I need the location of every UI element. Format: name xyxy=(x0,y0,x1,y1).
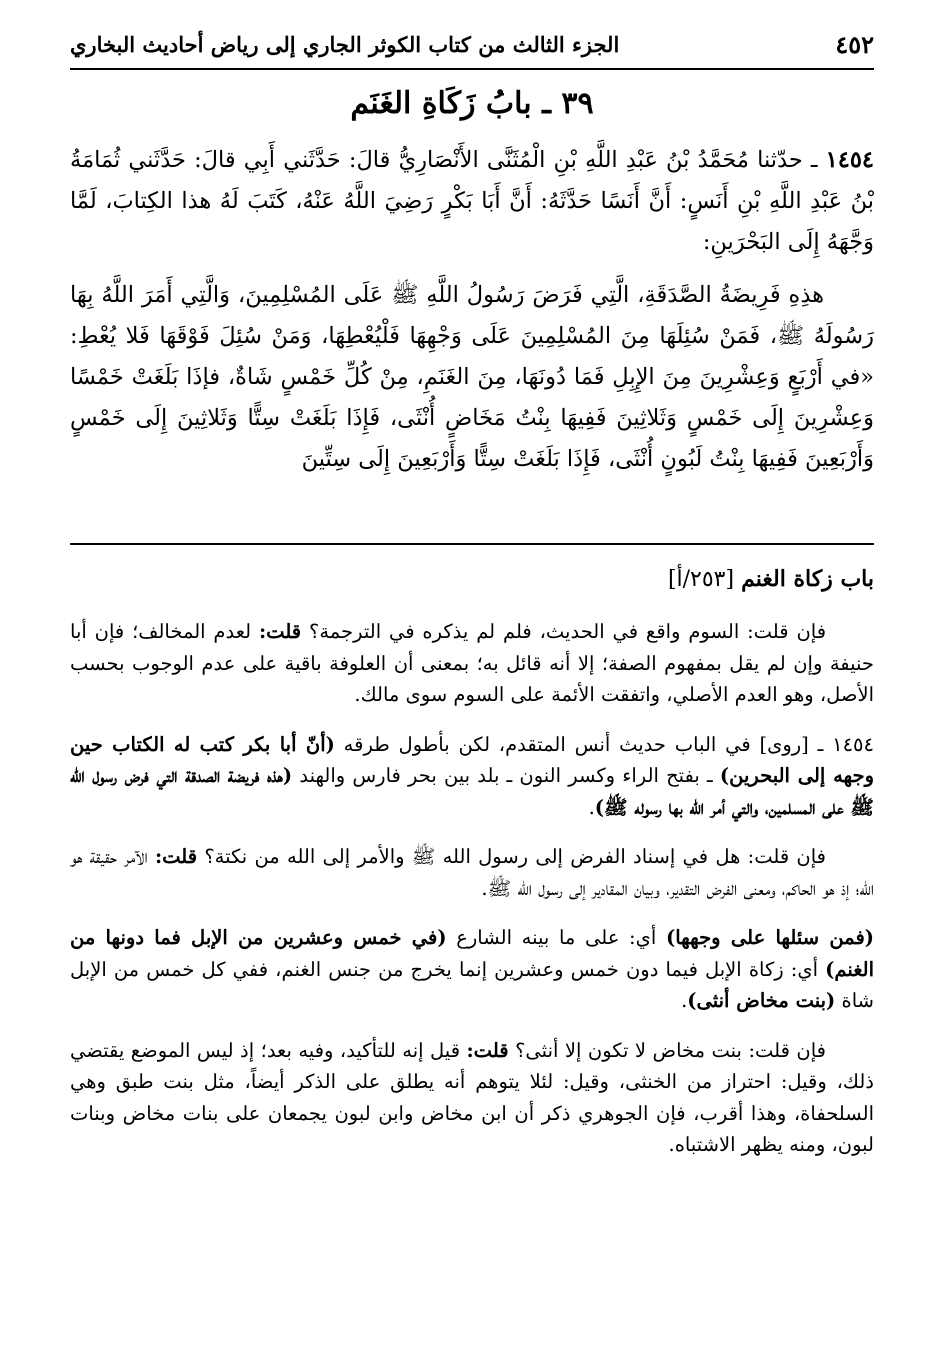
punctuation: . xyxy=(588,795,595,819)
hadith-matn: هذِهِ فَرِيضَةُ الصَّدَقَةِ، الَّتِي فَرَضَ رَسُولُ اللَّهِ ﷺ عَلَى المُسْلِمِينَ، وَالَّتِي أَمَرَ اللَّهُ بِهَا رَسُولَهُ ﷺ، فَمَنْ سُئِلَهَا مِنَ المُسْلِمِينَ عَلَى وَجْهِهَا فَلْيُعْطِهَا، وَمَنْ سُئِلَ فَوْقَهَا فَلا يُعْطِ: «في أَرْبَعٍ وَعِشْرِينَ مِنَ الإِبِلِ فَمَا دُونَهَا، مِنَ الغَنَمِ، مِنْ كُلِّ خَمْسٍ شَاةٌ، فإذَا بَلَغَتْ خَمْسًا وَعِشْرِينَ إِلَى خَمْسٍ وَثَلاثِينَ فَفِيهَا بِنْتُ مَخَاضٍ أُنْثَى، فَإِذَا بَلَغَتْ سِتًّا وَثَلاثِينَ إِلَى خَمْسٍ وَأَرْبَعِينَ فَفِيهَا بِنْتُ لَبُونٍ أُنْثَى، فَإِذَا بَلَغَتْ سِتًّا وَأَرْبَعِينَ إِلَى سِتِّينَ xyxy=(70,282,874,472)
commentary-title-text: باب زكاة الغنم xyxy=(741,566,874,592)
answer-label: قلت: xyxy=(154,845,198,868)
commentary-paragraph-2 xyxy=(70,729,874,824)
question-text: فإن قلت: بنت مخاض لا تكون إلا أنثى؟ xyxy=(515,1038,826,1062)
isnad-text: ـ حدّثنا مُحَمَّدُ بْنُ عَبْدِ اللَّهِ بْنِ الْمُثَنَّى الأَنْصَارِيُّ قالَ: حَدَّثَني أَبِي قالَ: حَدَّثَني ثُمَامَةُ بْنُ عَبْدِ اللَّهِ بْنِ أَنَسٍ: أَنَّ أَنَسًا حَدَّثَهُ: أَنَّ أَبَا بَكْرٍ رَضِيَ اللَّهُ عَنْهُ، كَتَبَ لَهُ هذا الكِتابَ، لَمَّا وَجَّهَهُ إِلَى البَحْرَينِ: xyxy=(70,147,874,255)
quoted-matn: (في خمس وعشرين من الإبل فما دونها من الغنم) xyxy=(70,926,874,981)
commentary-text: أي: على ما بينه الشارع xyxy=(456,926,657,949)
answer-label: قلت: xyxy=(258,620,302,643)
commentary-paragraph-1 xyxy=(70,616,874,711)
chapter-heading: ٣٩ ـ بابُ زَكَاةِ الغَنَم xyxy=(350,86,594,121)
quoted-matn: (أنّ أبا بكر كتب له الكتاب حين وجهه إلى البحرين) xyxy=(70,732,875,787)
commentary-paragraph-3 xyxy=(70,841,874,904)
commentary-body xyxy=(70,616,874,1179)
commentary-title-ref: [٢٥٣/أ] xyxy=(667,567,735,592)
hadith-text xyxy=(70,140,874,480)
hadith-isnad xyxy=(70,140,874,263)
page-number: ٤٥٢ xyxy=(835,30,874,59)
quoted-matn: (بنت مخاض أنثى) xyxy=(687,989,836,1012)
hadith-number: ١٤٥٤ xyxy=(825,147,875,173)
quoted-matn: (فمن سئلها على وجهها) xyxy=(665,926,874,949)
question-text: فإن قلت: هل في إسناد الفرض إلى رسول الله ﷺ والأمر إلى الله من نكتة؟ xyxy=(204,845,826,868)
quoted-matn: (هذه فريضة الصدقة التي فرض رسول الله ﷺ على المسلمين، والتي أمر الله بها رسوله ﷺ) xyxy=(70,764,874,819)
answer-text: لعدم المخالف؛ فإن أبا حنيفة وإن لم يقل بمفهوم الصفة؛ إلا أنه قائل به؛ بمعنى أن العلوفة باقية على عدم الوجوب بحسب الأصل، وهو العدم الأصلي، واتفقت الأئمة على السوم سوى مالك. xyxy=(70,620,874,706)
running-title: الجزء الثالث من كتاب الكوثر الجاري إلى رياض أحاديث البخاري xyxy=(70,32,620,57)
commentary-text: أي: زكاة الإبل فيما دون خمس وعشرين إنما يخرج من جنس الغنم، ففي كل خمس من الإبل شاة xyxy=(70,957,874,1012)
commentary-paragraph-4 xyxy=(70,922,874,1017)
footnote-divider xyxy=(70,543,874,545)
running-header xyxy=(70,30,874,70)
answer-text: الآمر حقيقة هو الله؛ إذ هو الحاكم، ومعنى الفرض التقدير، وبيان المقادير إلى رسول الله ﷺ. xyxy=(70,845,874,900)
commentary-title xyxy=(70,566,878,592)
question-text: فإن قلت: السوم واقع في الحديث، فلم لم يذكره في الترجمة؟ xyxy=(308,620,827,643)
commentary-paragraph-5 xyxy=(70,1035,874,1161)
answer-label: قلت: xyxy=(466,1038,509,1062)
commentary-text: ١٤٥٤ ـ [روى] في الباب حديث أنس المتقدم، لكن بأطول طرقه xyxy=(343,732,875,756)
commentary-text: ـ بفتح الراء وكسر النون ـ بلد بين بحر فارس والهند xyxy=(299,764,713,787)
answer-text: قيل إنه للتأكيد، وفيه بعد؛ إذ ليس الموضع يقتضي ذلك، وقيل: احتراز من الخنثى، وقيل: لئلا يتوهم أنه يطلق على الذكر أيضاً، مثل بنت طبق وهي السلحفاة، وهذا أقرب، فإن الجوهري ذكر أن ابن مخاض وابن لبون يجمعان على بنات مخاض وبنات لبون، ومنه يظهر الاشتباه. xyxy=(70,1038,874,1156)
punctuation: . xyxy=(681,989,688,1012)
